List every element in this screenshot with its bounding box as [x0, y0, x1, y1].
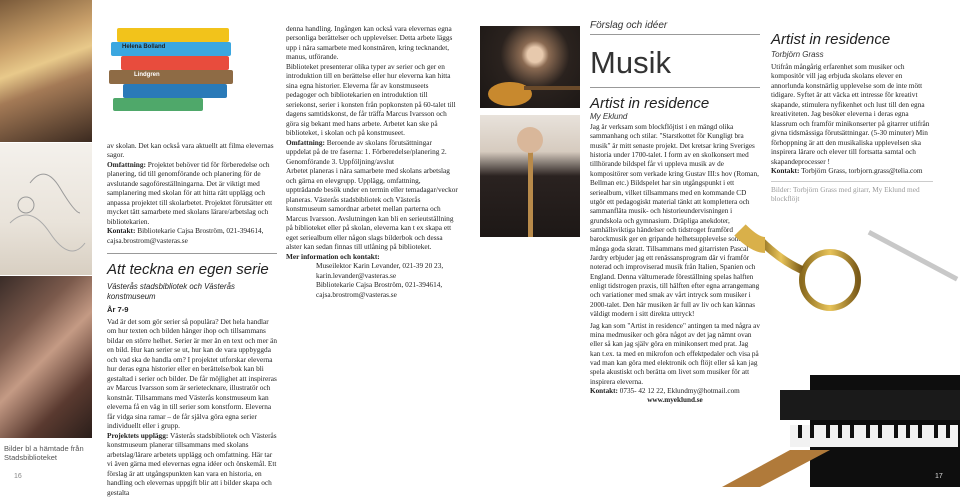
- col2-omfattning-label: Omfattning:: [286, 137, 325, 147]
- book-title-1: Helena Bolland: [122, 44, 166, 50]
- r-kontakt-text: Torbjörn Grass, torbjorn.grass@telia.com: [801, 166, 923, 176]
- col1-kontakt-label: Kontakt:: [107, 226, 136, 236]
- teckna-subtitle: Västerås stadsbibliotek och Västerås konstmuseum: [107, 281, 235, 301]
- teckna-body: Vad är det som gör serier så populära? Det hela handlar om hur texten och bilden hänger ihop och tillsammans bildar en större helhet. Serier är mer än en text och mer än en bild. Hur kan serier se ut, hur kan de vara uppbyggda och vad ska de handla om? I projektet utforskar eleverna hur deras egna historier eller en berättelse/bok kan bli gestaltad i serier och bilder. De får möjlighet att inspireras av Marcus Ivarsson som är serietecknare, illustratör och konstnär. Tillsammans med Västerås konstmuseum kan eleverna få en väg in till serier som konstform. Eleverna får vidga sina ramar – de får själva göra egna serier individuellt eller i grupp.: [107, 316, 277, 431]
- r-kontakt: [771, 166, 933, 175]
- photo-guitarist: [480, 26, 580, 108]
- r-kontakt-label: Kontakt:: [771, 166, 800, 176]
- r-title: Artist in residence: [771, 31, 891, 48]
- col1-omfattning-text: Projektet behöver tid för förberedelse och planering, tid till genomförande och planering för de avslutande sagoföreställningarna. Det är viktigt med samplanering med skolan för att hitta rätt upplägg och anpassa projektet till skolarbetet. Projektet förutsätter ett mycket tätt samarbete med skolans lärare/arbetslag och bibliotekarien.: [107, 159, 273, 226]
- col1-kontakt-text: Bibliotekarie Cajsa Broström, 021-394614, cajsa.brostrom@vasteras.se: [107, 226, 264, 245]
- air-author: My Eklund: [590, 112, 628, 121]
- col2-info-label: Mer information och kontakt:: [286, 251, 380, 261]
- teckna-title: Att teckna en egen serie: [107, 261, 269, 279]
- col1-omfattning-label: Omfattning:: [107, 159, 146, 169]
- teckna-age: År 7-9: [107, 305, 129, 315]
- col2-omfattning-text: Beroende av skolans förutsättningar uppdelat på de tre faserna: 1. Förberedelse/planering 2. Genomförande 3. Uppföljning/avslut: [286, 137, 447, 166]
- air-kontakt-text: 0735- 42 12 22, Eklundmy@hotmail.com: [619, 387, 740, 396]
- right-page: [480, 0, 960, 487]
- page-number-right: 17: [935, 473, 943, 480]
- right-column: [771, 30, 933, 204]
- sketch-illustration: [0, 143, 92, 275]
- book-stack-illustration: [105, 22, 245, 117]
- r-caption-rule: [771, 181, 933, 182]
- teckna-upplagg-text: Västerås stadsbibliotek och Västerås konstmuseum planerar tillsammans med skolans arbetslag/lärare arbetets upplägg och omfattning. Här tar vi även gärna med elevernas egna idéer och önskemål. Ett förslag är att utgångspunkten kan vara en historia, en handling och elevernas uppgift blir att i bilder skapa och gestalta: [107, 430, 277, 497]
- left-column-2: [286, 24, 458, 299]
- air-kontakt-label: Kontakt:: [590, 387, 618, 396]
- col2-omfattning: [286, 138, 458, 166]
- photo-students-group: [0, 276, 92, 438]
- r-body: Utifrån mångårig erfarenhet som musiker och kompositör vill jag erbjuda skolans elever en annorlunda konstnärlig upplevelse som de inte mött tidigare. Syftet är att väcka ett intresse för kreativt skapande, stimulera nyfikenhet och lust till den egna kreativiteten. Jag besöker eleverna i deras egna klassrum och framför minikonserter på gitarrer utifrån givna tidsmässiga förutsättningar. (5-30 minuter) Min förhoppning är att den musikaliska upplevelsen ska inspirera lärare och elever till fortsatta samtal och skapandeprocesser !: [771, 61, 930, 166]
- r-caption: Bilder: Torbjörn Grass med gitarr, My Eklund med blockflöjt: [771, 184, 920, 204]
- book-title-4: Lindgren: [134, 72, 160, 78]
- left-column-1: [107, 141, 277, 497]
- photo-drawing-sketch: [0, 143, 92, 275]
- section-divider: [107, 253, 277, 254]
- col2-p3: Arbetet planeras i nära samarbete med skolans arbetslag och gärna en elevgrupp. Upplägg, omfattning, uppträdande besök under en termin eller temadagar/veckor planeras. Västerås stadsbibliotek och Västerås konstmuseum samordnar arbetet mellan parterna och Marcus Ivarsson. Avslutningen kan bli en serieutställning på biblioteket eller på skolan, eleverna kan t ex skapa ett eget seriealbum eller någon slags bilderbok och dessa alster kan sedan finnas till utlåning på biblioteket.: [286, 166, 458, 252]
- air-body-2: Jag kan som "Artist in residence" antingen ta med några av mina medmusiker och göra något av det jag nämnt ovan eller så kan jag själv göra en minikonsert med prat. Jag kan t.ex. ta med en mikrofon och effektpedaler och visa på vad man kan göra med elektronik och flöjt eller så kan jag spela akustiskt och berätta om livet som musiker för att inspirera eleverna.: [590, 321, 760, 386]
- photo-girl-reading: [0, 0, 92, 142]
- air-body-1: Jag är verksam som blockflöjtist i en mängd olika sammanhang och stilar. "Starstkottet för Kungligt bra musik" är mitt senaste projekt. Det kretsar kring Sveriges historia under 1700-talet. I form av en skolkonsert med tillhörande bildspel får vi uppleva musik av de kompositörer som verkade kring Gustav III:s hov (Roman, Bellman etc.) Bildspelet har sin utgångspunkt i ett seriealbum, vilket tillsammans med en kommande CD utgör ett pedagogiskt material tänkt att komplettera och sammanfläta musik- och historieundervisningen i grundskola och gymnasium. Dräpliga anekdoter, samhällsviktiga händelser och tidstroget framförd barockmusik ger en gripande helhetsupplevelse som många goda skratt. Tillsammans med gitarristen Pascal Jardry erbjuder jag ett renässansprogram där vi framför noterad och improviserad musik från Italien, Spanien och England. Denna välturnerade föreställning spelas halften enligt tidstrogen praxis, till hälften efter egna arrangemang och variationer med smak av vårt intryck som musiker i 2000-talet. Den här musiken är full av liv och kan kännas väldigt modern i sitt direkta uttryck!: [590, 123, 760, 319]
- instruments-illustration: [720, 200, 960, 487]
- air-title: Artist in residence: [590, 95, 710, 112]
- flute-shape: [480, 115, 580, 237]
- col2-info: [286, 252, 458, 261]
- col1-intro: av skolan. Det kan också vara aktuellt att filma elevernas sagor.: [107, 141, 274, 160]
- col1-kontakt: [107, 226, 277, 245]
- guitar-shape: [480, 26, 580, 108]
- col2-contact-1: Museilektor Karin Levander, 021-39 20 23, karin.levander@vasteras.se: [316, 261, 444, 280]
- col1-omfattning: [107, 160, 277, 226]
- col2-p1: denna handling. Ingången kan också vara elevernas egna personliga berättelser och upplevelser. Detta arbete läggs upp i nära samarbete med konstnären, kring tecknandet, manus, utförande.: [286, 24, 453, 62]
- r-author: Torbjörn Grass: [771, 49, 824, 59]
- kicker: Förslag och idéer: [590, 20, 668, 31]
- col2-p2: Biblioteket presenterar olika typer av serier och ger en introduktion till en berättelse eller hur eleverna kan hitta sina egna historier. Eleverna får av konstmuseets pedagoger och bibliotekarien en introduktion till seriekonst, serier i konsten från popkonsten på 60-talet till dagens samtidskonst, de får träffa Marcus Ivarsson och göra sig bekant med hans arbete. Arbetet kan ske på biblioteket, i skolan och på konstmuseet.: [286, 61, 456, 138]
- air-website[interactable]: www.myeklund.se: [647, 396, 703, 405]
- teckna-upplagg-label: Projektets upplägg:: [107, 430, 169, 440]
- page-number-left: 16: [14, 473, 22, 480]
- big-title: Musik: [590, 45, 671, 80]
- teckna-upplagg: [107, 431, 277, 497]
- col2-contact-2: Bibliotekarie Cajsa Broström, 021-394614, cajsa.brostrom@vasteras.se: [316, 280, 443, 299]
- photo-flutist: [480, 115, 580, 237]
- title-rule: [590, 87, 760, 88]
- kicker-rule: [590, 34, 760, 35]
- left-image-caption: Bilder bl a hämtade från Stadsbiblioteket: [4, 444, 84, 463]
